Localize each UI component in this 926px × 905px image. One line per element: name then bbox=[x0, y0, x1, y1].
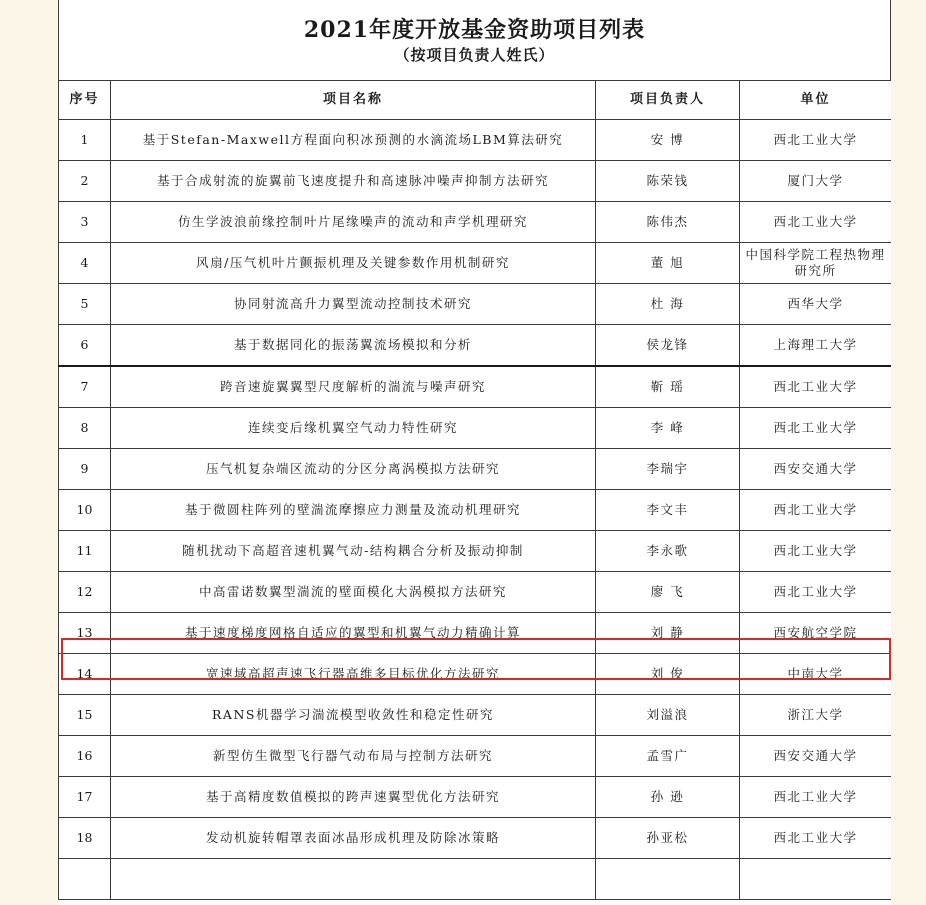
row-index bbox=[59, 859, 111, 900]
table-row bbox=[59, 531, 892, 572]
row-index: 8 bbox=[59, 408, 111, 449]
row-unit: 中国科学院工程热物理研究所 bbox=[740, 243, 892, 284]
document-subtitle: （按项目负责人姓氏） bbox=[394, 46, 555, 64]
row-unit: 浙江大学 bbox=[740, 695, 892, 736]
row-index: 18 bbox=[59, 818, 111, 859]
row-index: 12 bbox=[59, 572, 111, 613]
row-unit: 西北工业大学 bbox=[740, 531, 892, 572]
row-index: 1 bbox=[59, 120, 111, 161]
row-project-lead: 刘 俊 bbox=[596, 654, 740, 695]
header-project-lead: 项目负责人 bbox=[596, 81, 740, 120]
row-project-lead: 陈伟杰 bbox=[596, 202, 740, 243]
row-project-name: RANS机器学习湍流模型收敛性和稳定性研究 bbox=[111, 695, 596, 736]
table-row bbox=[59, 202, 892, 243]
table-row bbox=[59, 695, 892, 736]
row-project-name: 基于微圆柱阵列的壁湍流摩擦应力测量及流动机理研究 bbox=[111, 490, 596, 531]
row-project-lead: 孙亚松 bbox=[596, 818, 740, 859]
row-index: 16 bbox=[59, 736, 111, 777]
row-project-name bbox=[111, 859, 596, 900]
row-project-lead bbox=[596, 859, 740, 900]
row-project-lead: 陈荣钱 bbox=[596, 161, 740, 202]
table-row bbox=[59, 325, 892, 367]
row-project-name: 仿生学波浪前缘控制叶片尾缘噪声的流动和声学机理研究 bbox=[111, 202, 596, 243]
row-project-name: 基于高精度数值模拟的跨声速翼型优化方法研究 bbox=[111, 777, 596, 818]
row-unit: 西北工业大学 bbox=[740, 202, 892, 243]
row-project-name: 基于合成射流的旋翼前飞速度提升和高速脉冲噪声抑制方法研究 bbox=[111, 161, 596, 202]
row-project-lead: 刘 静 bbox=[596, 613, 740, 654]
table-row bbox=[59, 736, 892, 777]
row-unit: 西北工业大学 bbox=[740, 777, 892, 818]
row-project-lead: 李永歌 bbox=[596, 531, 740, 572]
table-row bbox=[59, 161, 892, 202]
table-row bbox=[59, 366, 892, 408]
row-project-lead: 李瑞宇 bbox=[596, 449, 740, 490]
row-index: 4 bbox=[59, 243, 111, 284]
row-project-lead: 杜 海 bbox=[596, 284, 740, 325]
row-project-lead: 安 博 bbox=[596, 120, 740, 161]
row-index: 3 bbox=[59, 202, 111, 243]
row-unit: 西安航空学院 bbox=[740, 613, 892, 654]
row-project-name: 基于数据同化的振荡翼流场模拟和分析 bbox=[111, 325, 596, 367]
row-index: 7 bbox=[59, 366, 111, 408]
row-project-name: 发动机旋转帽罩表面冰晶形成机理及防除冰策略 bbox=[111, 818, 596, 859]
table-row bbox=[59, 777, 892, 818]
row-project-name: 跨音速旋翼翼型尺度解析的湍流与噪声研究 bbox=[111, 366, 596, 408]
table-row bbox=[59, 120, 892, 161]
project-table bbox=[58, 80, 891, 900]
row-project-lead: 董 旭 bbox=[596, 243, 740, 284]
row-index: 14 bbox=[59, 654, 111, 695]
row-project-name: 中高雷诺数翼型湍流的壁面模化大涡模拟方法研究 bbox=[111, 572, 596, 613]
row-unit: 西安交通大学 bbox=[740, 449, 892, 490]
row-unit: 西北工业大学 bbox=[740, 490, 892, 531]
row-unit: 西北工业大学 bbox=[740, 366, 892, 408]
row-unit: 中南大学 bbox=[740, 654, 892, 695]
row-project-name: 基于Stefan-Maxwell方程面向积冰预测的水滴流场LBM算法研究 bbox=[111, 120, 596, 161]
row-project-name: 基于速度梯度网格自适应的翼型和机翼气动力精确计算 bbox=[111, 613, 596, 654]
row-project-lead: 廖 飞 bbox=[596, 572, 740, 613]
row-project-name: 新型仿生微型飞行器气动布局与控制方法研究 bbox=[111, 736, 596, 777]
row-unit: 西北工业大学 bbox=[740, 818, 892, 859]
row-index: 13 bbox=[59, 613, 111, 654]
row-unit: 西北工业大学 bbox=[740, 572, 892, 613]
row-project-lead: 刘溢浪 bbox=[596, 695, 740, 736]
table-row bbox=[59, 449, 892, 490]
table-row bbox=[59, 243, 892, 284]
row-unit: 上海理工大学 bbox=[740, 325, 892, 367]
row-project-name: 压气机复杂端区流动的分区分离涡模拟方法研究 bbox=[111, 449, 596, 490]
document-page bbox=[58, 0, 891, 905]
header-unit: 单位 bbox=[740, 81, 892, 120]
document-title: 2021年度开放基金资助项目列表 bbox=[303, 17, 646, 43]
row-index: 6 bbox=[59, 325, 111, 367]
row-unit bbox=[740, 859, 892, 900]
row-project-name: 连续变后缘机翼空气动力特性研究 bbox=[111, 408, 596, 449]
header-index: 序号 bbox=[59, 81, 111, 120]
row-unit: 西安交通大学 bbox=[740, 736, 892, 777]
row-project-lead: 孟雪广 bbox=[596, 736, 740, 777]
table-row bbox=[59, 818, 892, 859]
row-index: 11 bbox=[59, 531, 111, 572]
row-project-name: 随机扰动下高超音速机翼气动-结构耦合分析及振动抑制 bbox=[111, 531, 596, 572]
row-unit: 厦门大学 bbox=[740, 161, 892, 202]
table-row bbox=[59, 490, 892, 531]
row-index: 17 bbox=[59, 777, 111, 818]
row-project-name: 协同射流高升力翼型流动控制技术研究 bbox=[111, 284, 596, 325]
row-project-lead: 侯龙锋 bbox=[596, 325, 740, 367]
row-index: 10 bbox=[59, 490, 111, 531]
row-project-lead: 李文丰 bbox=[596, 490, 740, 531]
row-project-lead: 孙 逊 bbox=[596, 777, 740, 818]
row-index: 9 bbox=[59, 449, 111, 490]
table-row bbox=[59, 572, 892, 613]
table-row bbox=[59, 654, 892, 695]
row-index: 15 bbox=[59, 695, 111, 736]
row-project-name: 宽速域高超声速飞行器高维多目标优化方法研究 bbox=[111, 654, 596, 695]
row-index: 2 bbox=[59, 161, 111, 202]
row-unit: 西北工业大学 bbox=[740, 120, 892, 161]
row-project-lead: 李 峰 bbox=[596, 408, 740, 449]
table-row bbox=[59, 284, 892, 325]
table-row-partial bbox=[59, 859, 892, 900]
table-row bbox=[59, 408, 892, 449]
row-project-name: 风扇/压气机叶片颤振机理及关键参数作用机制研究 bbox=[111, 243, 596, 284]
row-unit: 西北工业大学 bbox=[740, 408, 892, 449]
row-unit: 西华大学 bbox=[740, 284, 892, 325]
title-block bbox=[58, 0, 891, 80]
table-row-highlighted bbox=[59, 613, 892, 654]
table-header-row bbox=[59, 81, 892, 120]
header-project-name: 项目名称 bbox=[111, 81, 596, 120]
row-index: 5 bbox=[59, 284, 111, 325]
row-project-lead: 靳 瑶 bbox=[596, 366, 740, 408]
